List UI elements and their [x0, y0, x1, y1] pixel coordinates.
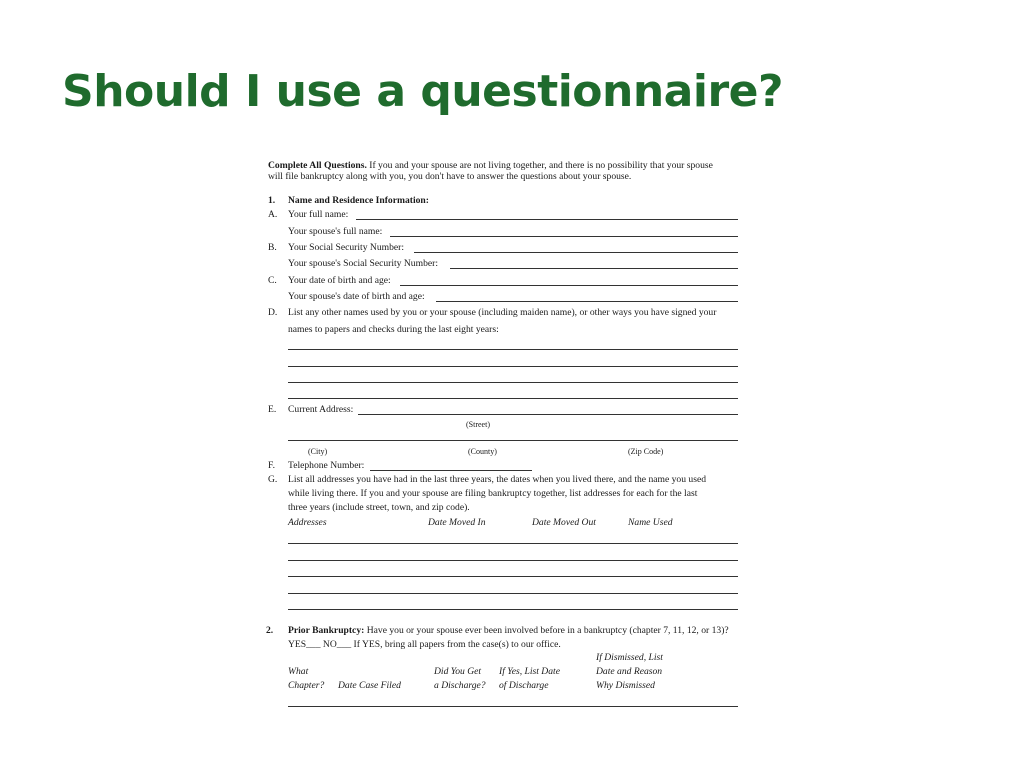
item-b-letter: B.: [268, 242, 277, 253]
city-county-zip-line: [288, 440, 738, 441]
prior-addresses-line-3: three years (include street, town, and zip code).: [288, 502, 470, 513]
street-caption: (Street): [466, 420, 490, 429]
dob-label: Your date of birth and age:: [288, 275, 391, 286]
prior-bankruptcy-line-2: YES___ NO___ If YES, bring all papers from the case(s) to our office.: [288, 639, 561, 650]
hdr-of-discharge: of Discharge: [499, 680, 549, 691]
ssn-label: Your Social Security Number:: [288, 242, 405, 253]
item-a-letter: A.: [268, 209, 278, 220]
col-date-moved-in: Date Moved In: [428, 517, 486, 528]
prior-bankruptcy-question: Have you or your spouse ever been involved before in a bankruptcy (chapter 7, 11, 12, or 13)?: [364, 625, 729, 636]
prior-addresses-line-2: while living there. If you and your spouse are filing bankruptcy together, list addresses for each for the last: [288, 488, 698, 499]
item-g-letter: G.: [268, 474, 278, 485]
item-e-letter: E.: [268, 404, 277, 415]
other-names-line-2: names to papers and checks during the last eight years:: [288, 324, 499, 335]
ssn-line: [414, 252, 738, 253]
prior-address-blank-2: [288, 560, 738, 561]
spouse-full-name-label: Your spouse's full name:: [288, 226, 383, 237]
intro-text: If you and your spouse are not living together, and there is no possibility that your spouse: [366, 160, 713, 171]
hdr-chapter: Chapter?: [288, 680, 325, 691]
other-names-blank-1: [288, 349, 738, 350]
address-label: Current Address:: [288, 404, 354, 415]
col-date-moved-out: Date Moved Out: [532, 517, 596, 528]
other-names-blank-4: [288, 398, 738, 399]
intro-bold: Complete All Questions.: [268, 160, 367, 171]
zip-caption: (Zip Code): [628, 447, 664, 456]
full-name-line: [356, 219, 738, 220]
prior-address-blank-3: [288, 576, 738, 577]
city-caption: (City): [308, 447, 328, 456]
questionnaire-form-image: [262, 150, 760, 716]
spouse-dob-line: [436, 301, 738, 302]
spouse-dob-label: Your spouse's date of birth and age:: [288, 291, 425, 302]
prior-address-blank-4: [288, 593, 738, 594]
hdr-did-you-get: Did You Get: [434, 666, 482, 677]
section-2-number: 2.: [266, 625, 274, 636]
prior-address-blank-5: [288, 609, 738, 610]
dob-line: [400, 285, 738, 286]
spouse-ssn-label: Your spouse's Social Security Number:: [288, 258, 438, 269]
hdr-a-discharge: a Discharge?: [434, 680, 486, 691]
hdr-if-dismissed: If Dismissed, List: [596, 652, 663, 663]
section-1-number: 1.: [268, 195, 276, 206]
hdr-why-dismissed: Why Dismissed: [596, 680, 655, 691]
address-line: [358, 414, 738, 415]
hdr-what: What: [288, 666, 309, 677]
telephone-label: Telephone Number:: [288, 460, 365, 471]
col-name-used: Name Used: [628, 517, 673, 528]
prior-bankruptcy-line-1: [288, 625, 729, 636]
prior-address-blank-1: [288, 543, 738, 544]
prior-addresses-line-1: List all addresses you have had in the last three years, the dates when you lived there, and the name you used: [288, 474, 706, 485]
item-c-letter: C.: [268, 275, 277, 286]
intro-line-1: [268, 160, 713, 171]
county-caption: (County): [468, 447, 497, 456]
other-names-blank-3: [288, 382, 738, 383]
intro-line-2: will file bankruptcy along with you, you don't have to answer the questions about your spouse.: [268, 171, 632, 182]
prior-bankruptcy-title: Prior Bankruptcy:: [288, 625, 365, 636]
hdr-if-yes: If Yes, List Date: [499, 666, 560, 677]
full-name-label: Your full name:: [288, 209, 349, 220]
section-1-title: Name and Residence Information:: [288, 195, 429, 206]
prior-bankruptcy-blank: [288, 706, 738, 707]
telephone-line: [370, 470, 532, 471]
slide-title: Should I use a questionnaire?: [62, 66, 784, 117]
other-names-blank-2: [288, 366, 738, 367]
spouse-full-name-line: [390, 236, 738, 237]
other-names-line-1: List any other names used by you or your spouse (including maiden name), or other ways you have signed your: [288, 307, 717, 318]
col-addresses: Addresses: [288, 517, 327, 528]
item-d-letter: D.: [268, 307, 278, 318]
hdr-date-reason: Date and Reason: [596, 666, 663, 677]
hdr-date-case-filed: Date Case Filed: [338, 680, 401, 691]
spouse-ssn-line: [450, 268, 738, 269]
item-f-letter: F.: [268, 460, 275, 471]
